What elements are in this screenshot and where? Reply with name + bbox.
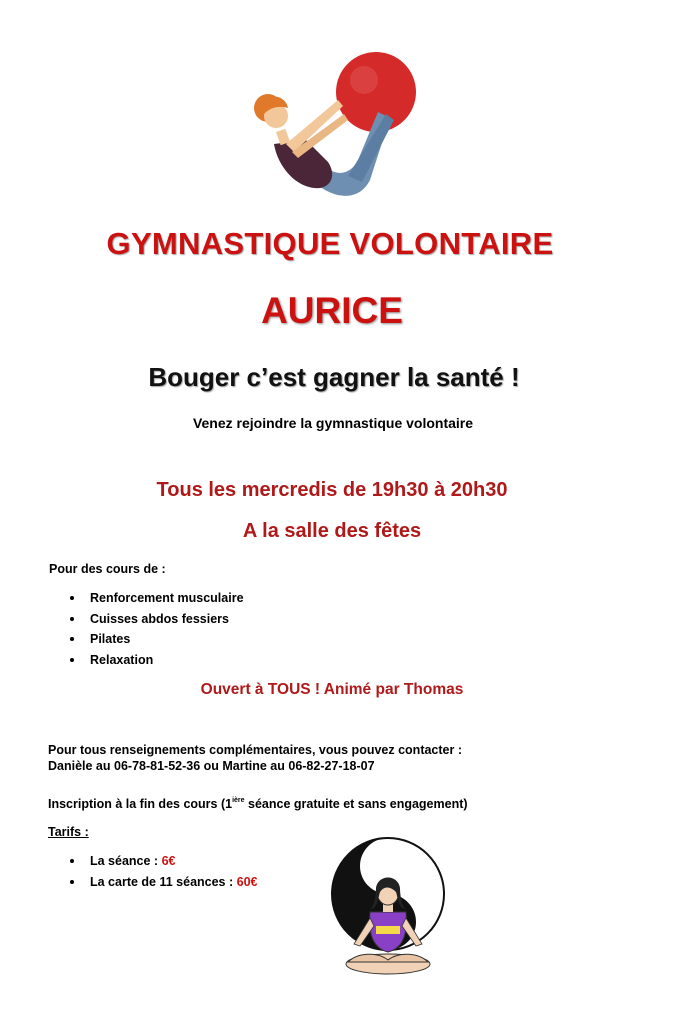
list-item: Renforcement musculaire	[70, 590, 244, 611]
tarif-list	[70, 853, 257, 894]
slogan: Bouger c’est gagner la santé !	[148, 362, 520, 392]
schedule-time: Tous les mercredis de 19h30 à 20h30	[156, 479, 508, 501]
list-item	[70, 853, 257, 874]
open-to-all-line: Ouvert à TOUS ! Animé par Thomas	[200, 681, 464, 698]
schedule-venue: A la salle des fêtes	[242, 520, 422, 542]
town-name: AURICE	[261, 290, 403, 331]
inscription-text: Inscription à la fin des cours (1	[48, 797, 233, 811]
page-title: GYMNASTIQUE VOLONTAIRE	[106, 226, 554, 261]
inscription-text-end: séance gratuite et sans engagement)	[244, 797, 468, 811]
courses-label: Pour des cours de :	[49, 562, 166, 576]
yin-yang-meditation-icon	[328, 836, 448, 980]
list-item: Relaxation	[70, 652, 244, 673]
contact-line: Pour tous renseignements complémentaires, vous pouvez contacter :	[48, 743, 462, 757]
contact-phones: Danièle au 06-78-81-52-36 ou Martine au 06-82-27-18-07	[48, 759, 375, 773]
tarifs-label: Tarifs :	[48, 825, 89, 839]
inscription-note	[48, 793, 468, 812]
contact-info	[48, 742, 462, 774]
tarif-price: 60€	[236, 874, 258, 889]
list-item: Pilates	[70, 631, 244, 652]
subline: Venez rejoindre la gymnastique volontaire	[192, 415, 474, 431]
tarif-label: La séance :	[90, 854, 162, 868]
list-item: Cuisses abdos fessiers	[70, 611, 244, 632]
inscription-superscript: ière	[232, 797, 245, 804]
list-item	[70, 874, 257, 895]
course-list	[70, 590, 244, 672]
tarif-price: 6€	[161, 854, 176, 868]
tarif-label: La carte de 11 séances :	[90, 874, 237, 889]
pilates-ball-icon	[240, 48, 440, 216]
